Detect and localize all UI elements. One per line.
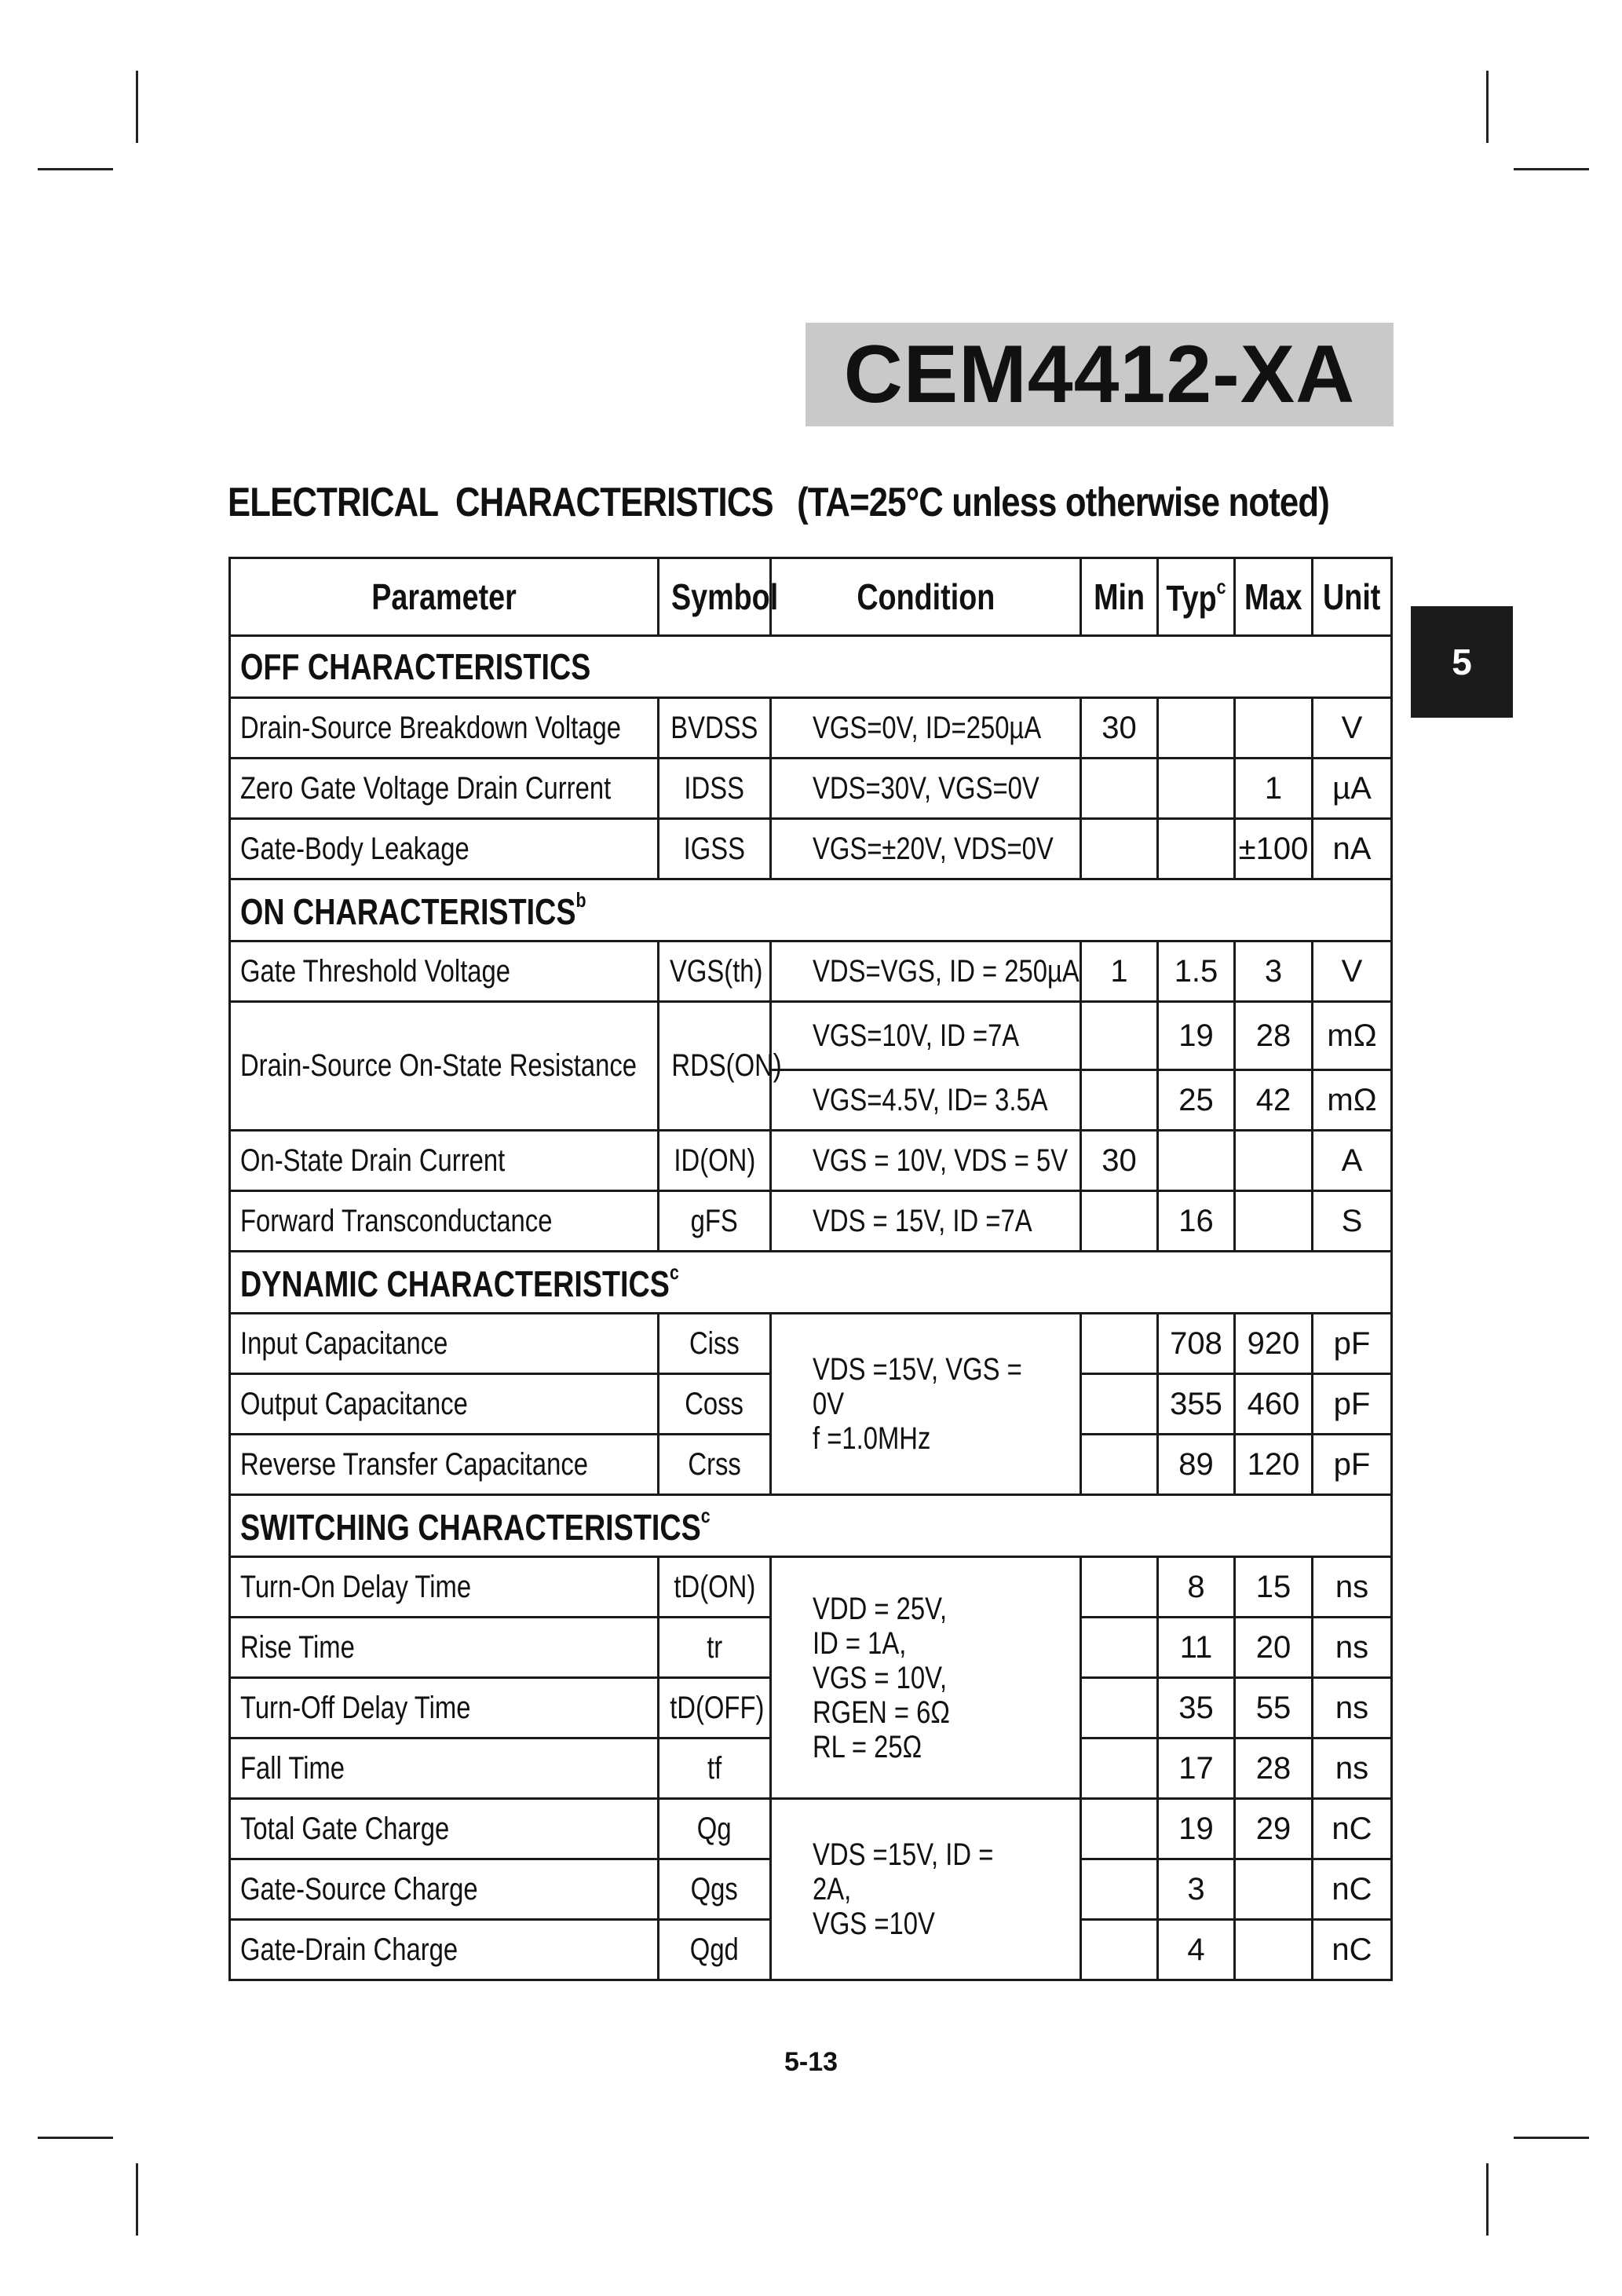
typ-cell: 89 bbox=[1158, 1435, 1235, 1495]
max-cell: 920 bbox=[1235, 1314, 1313, 1374]
part-number-banner bbox=[806, 323, 1394, 426]
min-cell bbox=[1081, 1191, 1158, 1252]
min-cell bbox=[1081, 1738, 1158, 1799]
section-title-on: ON CHARACTERISTICS$^b$ bbox=[230, 879, 1392, 941]
unit-cell: A bbox=[1313, 1131, 1392, 1191]
section-row-dynamic bbox=[230, 1252, 1392, 1314]
parameter-cell: Output Capacitance bbox=[240, 1386, 468, 1421]
symbol-cell: IGSS bbox=[683, 831, 746, 866]
header-typ: Typ$^c$ bbox=[1158, 558, 1235, 636]
header-min: Min bbox=[1081, 558, 1158, 636]
parameter-cell: Drain-Source On-State Resistance bbox=[240, 1048, 637, 1083]
crop-mark bbox=[38, 2137, 113, 2139]
max-cell: 1 bbox=[1235, 759, 1313, 819]
max-cell: 28 bbox=[1235, 1002, 1313, 1070]
symbol-cell: BVDSS bbox=[670, 710, 758, 745]
max-cell: 120 bbox=[1235, 1435, 1313, 1495]
max-cell: 42 bbox=[1235, 1070, 1313, 1131]
symbol-cell: gFS bbox=[690, 1203, 739, 1238]
min-cell bbox=[1081, 1314, 1158, 1374]
parameter-cell: Rise Time bbox=[240, 1629, 355, 1665]
typ-cell: 35 bbox=[1158, 1678, 1235, 1738]
symbol-cell: tr bbox=[706, 1629, 723, 1665]
min-cell bbox=[1081, 1618, 1158, 1678]
max-cell: 3 bbox=[1235, 941, 1313, 1002]
symbol-cell: VGS(th) bbox=[670, 953, 763, 989]
min-cell bbox=[1081, 1435, 1158, 1495]
table-row bbox=[230, 1557, 1392, 1618]
typ-cell bbox=[1158, 1131, 1235, 1191]
condition-cell-charge: VDS =15V, ID = 2A, VGS =10V bbox=[771, 1799, 1081, 1980]
unit-cell: mΩ bbox=[1313, 1070, 1392, 1131]
header-unit: Unit bbox=[1313, 558, 1392, 636]
parameter-cell: On-State Drain Current bbox=[240, 1143, 506, 1178]
unit-cell: µA bbox=[1313, 759, 1392, 819]
symbol-cell: tD(OFF) bbox=[670, 1690, 765, 1725]
section-title-off: OFF CHARACTERISTICS bbox=[230, 636, 1392, 698]
typ-cell bbox=[1158, 759, 1235, 819]
section-title: ELECTRICAL CHARACTERISTICS bbox=[228, 480, 773, 525]
parameter-cell: Input Capacitance bbox=[240, 1325, 448, 1361]
condition-cell: VGS=4.5V, ID= 3.5A bbox=[813, 1082, 1048, 1117]
condition-cell: VGS = 10V, VDS = 5V bbox=[813, 1143, 1069, 1178]
header-max: Max bbox=[1235, 558, 1313, 636]
typ-cell: 17 bbox=[1158, 1738, 1235, 1799]
parameter-cell: Gate-Drain Charge bbox=[240, 1932, 458, 1967]
typ-cell: 11 bbox=[1158, 1618, 1235, 1678]
parameter-cell: Fall Time bbox=[240, 1750, 345, 1786]
parameter-cell: Gate Threshold Voltage bbox=[240, 953, 511, 989]
section-row-switching bbox=[230, 1495, 1392, 1557]
crop-mark bbox=[1486, 2163, 1489, 2236]
header-condition: Condition bbox=[771, 558, 1081, 636]
electrical-characteristics-table bbox=[228, 557, 1393, 1981]
header-symbol: Symbol bbox=[659, 558, 771, 636]
typ-cell: 1.5 bbox=[1158, 941, 1235, 1002]
max-cell: 460 bbox=[1235, 1374, 1313, 1435]
table-row bbox=[230, 1799, 1392, 1859]
max-cell bbox=[1235, 698, 1313, 759]
table-row bbox=[230, 941, 1392, 1002]
typ-cell: 19 bbox=[1158, 1799, 1235, 1859]
parameter-cell: Drain-Source Breakdown Voltage bbox=[240, 710, 621, 745]
table-row bbox=[230, 1314, 1392, 1374]
typ-cell: 25 bbox=[1158, 1070, 1235, 1131]
unit-cell: pF bbox=[1313, 1374, 1392, 1435]
max-cell bbox=[1235, 1859, 1313, 1920]
parameter-cell: Turn-Off Delay Time bbox=[240, 1690, 471, 1725]
typ-cell: 3 bbox=[1158, 1859, 1235, 1920]
symbol-cell: Qg bbox=[697, 1811, 732, 1846]
parameter-cell: Zero Gate Voltage Drain Current bbox=[240, 770, 612, 806]
crop-mark bbox=[1514, 168, 1589, 170]
condition-cell: VGS=10V, ID =7A bbox=[813, 1018, 1020, 1053]
parameter-cell: Total Gate Charge bbox=[240, 1811, 450, 1846]
min-cell bbox=[1081, 1799, 1158, 1859]
max-cell bbox=[1235, 1191, 1313, 1252]
min-cell: 1 bbox=[1081, 941, 1158, 1002]
unit-cell: ns bbox=[1313, 1738, 1392, 1799]
crop-mark bbox=[136, 2163, 138, 2236]
unit-cell: ns bbox=[1313, 1618, 1392, 1678]
condition-cell: VDS = 15V, ID =7A bbox=[813, 1203, 1032, 1238]
symbol-cell: ID(ON) bbox=[674, 1143, 755, 1178]
max-cell bbox=[1235, 1131, 1313, 1191]
crop-mark bbox=[1514, 2137, 1589, 2139]
condition-cell-switching: VDD = 25V, ID = 1A, VGS = 10V, RGEN = 6Ω RL = 25Ω bbox=[771, 1557, 1081, 1799]
page-number: 5-13 bbox=[784, 2047, 838, 2077]
min-cell bbox=[1081, 1002, 1158, 1070]
section-heading bbox=[228, 479, 1329, 542]
table-row bbox=[230, 819, 1392, 879]
unit-cell: pF bbox=[1313, 1314, 1392, 1374]
max-cell bbox=[1235, 1920, 1313, 1980]
unit-cell: mΩ bbox=[1313, 1002, 1392, 1070]
unit-cell: pF bbox=[1313, 1435, 1392, 1495]
symbol-cell: Crss bbox=[688, 1446, 741, 1482]
parameter-cell: Gate-Source Charge bbox=[240, 1871, 478, 1907]
table-row bbox=[230, 759, 1392, 819]
header-parameter: Parameter bbox=[230, 558, 659, 636]
part-number: CEM4412-XA bbox=[843, 328, 1356, 420]
max-cell: ±100 bbox=[1235, 819, 1313, 879]
unit-cell: ns bbox=[1313, 1678, 1392, 1738]
symbol-cell: Coss bbox=[685, 1386, 744, 1421]
typ-cell bbox=[1158, 698, 1235, 759]
unit-cell: nC bbox=[1313, 1920, 1392, 1980]
min-cell bbox=[1081, 1678, 1158, 1738]
condition-cell: VDS=30V, VGS=0V bbox=[813, 770, 1039, 806]
unit-cell: V bbox=[1313, 941, 1392, 1002]
max-cell: 15 bbox=[1235, 1557, 1313, 1618]
max-cell: 55 bbox=[1235, 1678, 1313, 1738]
symbol-cell: Ciss bbox=[689, 1325, 740, 1361]
condition-cell: VGS=±20V, VDS=0V bbox=[813, 831, 1054, 866]
section-row-off bbox=[230, 636, 1392, 698]
min-cell bbox=[1081, 1374, 1158, 1435]
table-row bbox=[230, 698, 1392, 759]
unit-cell: nC bbox=[1313, 1859, 1392, 1920]
typ-cell: 8 bbox=[1158, 1557, 1235, 1618]
min-cell bbox=[1081, 1557, 1158, 1618]
table-row bbox=[230, 1002, 1392, 1070]
typ-cell: 19 bbox=[1158, 1002, 1235, 1070]
table-header-row bbox=[230, 558, 1392, 636]
min-cell: 30 bbox=[1081, 698, 1158, 759]
symbol-cell: tD(ON) bbox=[674, 1569, 755, 1604]
parameter-cell: Gate-Body Leakage bbox=[240, 831, 469, 866]
unit-cell: V bbox=[1313, 698, 1392, 759]
typ-cell: 708 bbox=[1158, 1314, 1235, 1374]
symbol-cell: Qgd bbox=[689, 1932, 739, 1967]
min-cell bbox=[1081, 759, 1158, 819]
chapter-tab bbox=[1411, 606, 1513, 718]
condition-cell: VGS=0V, ID=250µA bbox=[813, 710, 1042, 745]
max-cell: 28 bbox=[1235, 1738, 1313, 1799]
symbol-cell: RDS(ON) bbox=[671, 1048, 782, 1083]
unit-cell: ns bbox=[1313, 1557, 1392, 1618]
max-cell: 20 bbox=[1235, 1618, 1313, 1678]
condition-cell: VDS=VGS, ID = 250µA bbox=[813, 953, 1080, 989]
condition-cell-dynamic: VDS =15V, VGS = 0V f =1.0MHz bbox=[771, 1314, 1081, 1495]
parameter-cell: Forward Transconductance bbox=[240, 1203, 553, 1238]
unit-cell: S bbox=[1313, 1191, 1392, 1252]
crop-mark bbox=[136, 71, 138, 143]
parameter-cell: Reverse Transfer Capacitance bbox=[240, 1446, 589, 1482]
unit-cell: nC bbox=[1313, 1799, 1392, 1859]
table-row bbox=[230, 1131, 1392, 1191]
chapter-number: 5 bbox=[1452, 642, 1472, 682]
min-cell bbox=[1081, 1859, 1158, 1920]
conditions-note: (TA=25°C unless otherwise noted) bbox=[797, 480, 1329, 525]
crop-mark bbox=[1486, 71, 1489, 143]
section-title-dynamic: DYNAMIC CHARACTERISTICS$^c$ bbox=[230, 1252, 1392, 1314]
typ-cell: 4 bbox=[1158, 1920, 1235, 1980]
typ-cell: 355 bbox=[1158, 1374, 1235, 1435]
unit-cell: nA bbox=[1313, 819, 1392, 879]
min-cell bbox=[1081, 1920, 1158, 1980]
crop-mark bbox=[38, 168, 113, 170]
section-title-switching: SWITCHING CHARACTERISTICS$^c$ bbox=[230, 1495, 1392, 1557]
max-cell: 29 bbox=[1235, 1799, 1313, 1859]
section-row-on bbox=[230, 879, 1392, 941]
min-cell: 30 bbox=[1081, 1131, 1158, 1191]
symbol-cell: Qgs bbox=[690, 1871, 739, 1907]
typ-cell bbox=[1158, 819, 1235, 879]
symbol-cell: tf bbox=[707, 1750, 722, 1786]
typ-cell: 16 bbox=[1158, 1191, 1235, 1252]
table-row bbox=[230, 1191, 1392, 1252]
parameter-cell: Turn-On Delay Time bbox=[240, 1569, 472, 1604]
symbol-cell: IDSS bbox=[684, 770, 745, 806]
